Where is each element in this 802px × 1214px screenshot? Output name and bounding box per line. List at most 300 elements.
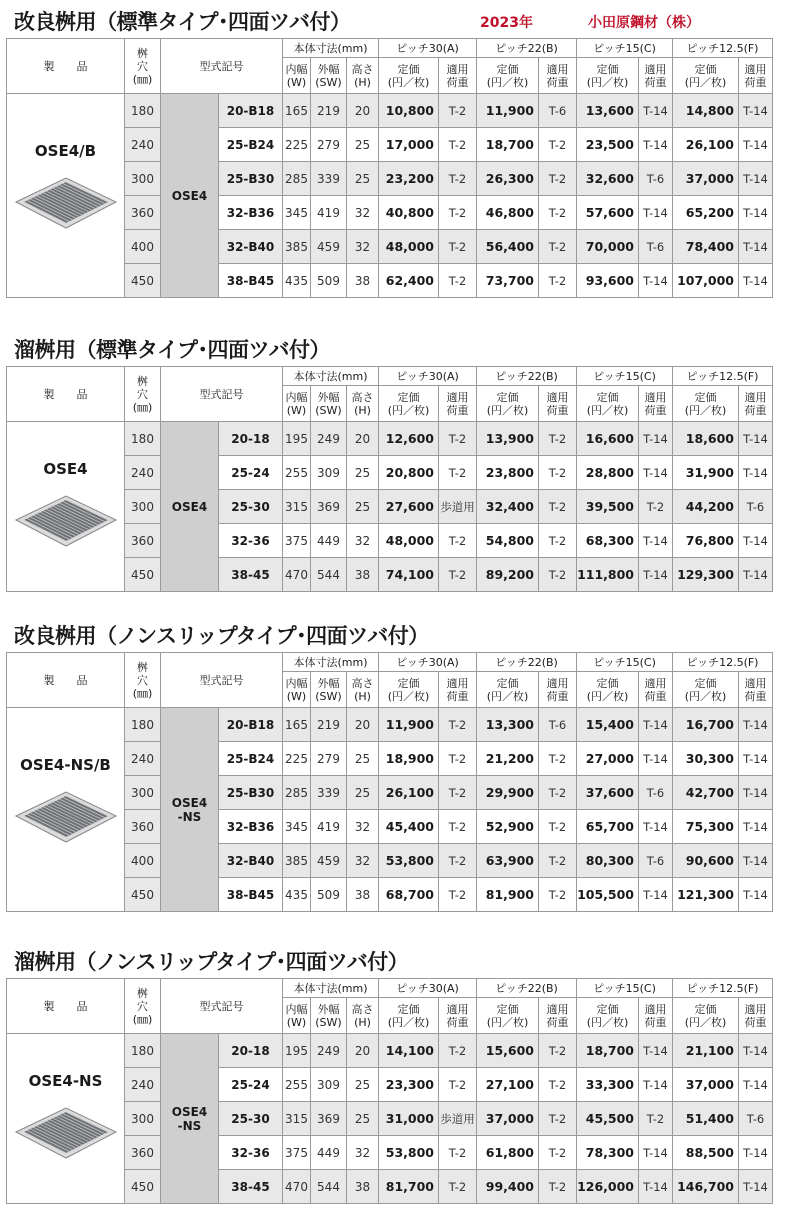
price-header: 定価 (円／枚) <box>477 998 539 1034</box>
price-b-cell: 63,900 <box>477 844 539 878</box>
product-name: OSE4/B <box>34 142 97 160</box>
price-f-cell: 37,000 <box>673 1068 739 1102</box>
outer-width-header: 外幅 (SW) <box>311 58 347 94</box>
model-code-cell: 20-18 <box>219 1034 283 1068</box>
pitch-f-header: ピッチ12.5(F) <box>673 39 773 58</box>
section-title: 改良桝用（標準タイプ･四面ツバ付） <box>14 10 351 34</box>
price-f-cell: 37,000 <box>673 162 739 196</box>
model-code-cell: 25-B24 <box>219 742 283 776</box>
price-a-cell: 48,000 <box>379 524 439 558</box>
price-table <box>6 366 773 592</box>
hole-size-cell: 360 <box>125 1136 161 1170</box>
height-header: 高さ (H) <box>347 386 379 422</box>
pitch-b-header: ピッチ22(B) <box>477 653 577 672</box>
price-f-cell: 18,600 <box>673 422 739 456</box>
hole-header: 桝 穴 (㎜) <box>125 39 161 94</box>
load-header: 適用 荷重 <box>439 58 477 94</box>
model-group-cell: OSE4 -NS <box>161 708 219 912</box>
section-title: 溜桝用（標準タイプ･四面ツバ付） <box>14 338 331 362</box>
outer-width-cell: 219 <box>311 94 347 128</box>
price-f-cell: 30,300 <box>673 742 739 776</box>
load-a-cell: T-2 <box>439 524 477 558</box>
price-a-cell: 27,600 <box>379 490 439 524</box>
load-header: 適用 荷重 <box>639 998 673 1034</box>
price-c-cell: 39,500 <box>577 490 639 524</box>
height-cell: 32 <box>347 230 379 264</box>
model-code-cell: 38-45 <box>219 1170 283 1204</box>
load-b-cell: T-2 <box>539 490 577 524</box>
load-c-cell: T-14 <box>639 742 673 776</box>
pitch-a-header: ピッチ30(A) <box>379 979 477 998</box>
load-c-cell: T-6 <box>639 230 673 264</box>
price-a-cell: 45,400 <box>379 810 439 844</box>
load-c-cell: T-14 <box>639 456 673 490</box>
price-header: 定価 (円／枚) <box>577 672 639 708</box>
load-header: 適用 荷重 <box>539 58 577 94</box>
height-cell: 25 <box>347 490 379 524</box>
product-header: 製 品 <box>7 979 125 1034</box>
load-f-cell: T-14 <box>739 742 773 776</box>
price-f-cell: 44,200 <box>673 490 739 524</box>
price-c-cell: 37,600 <box>577 776 639 810</box>
price-header: 定価 (円／枚) <box>477 58 539 94</box>
price-header: 定価 (円／枚) <box>477 386 539 422</box>
price-b-cell: 13,300 <box>477 708 539 742</box>
model-code-cell: 25-B30 <box>219 776 283 810</box>
model-code-cell: 38-B45 <box>219 878 283 912</box>
product-cell <box>7 1034 125 1204</box>
price-f-cell: 21,100 <box>673 1034 739 1068</box>
price-b-cell: 56,400 <box>477 230 539 264</box>
company-name: 小田原鋼材（株） <box>588 15 700 31</box>
dims-header: 本体寸法(mm) <box>283 979 379 998</box>
height-cell: 25 <box>347 742 379 776</box>
pitch-c-header: ピッチ15(C) <box>577 979 673 998</box>
price-f-cell: 76,800 <box>673 524 739 558</box>
price-f-cell: 121,300 <box>673 878 739 912</box>
model-header: 型式記号 <box>161 367 283 422</box>
price-f-cell: 107,000 <box>673 264 739 298</box>
product-cell <box>7 708 125 912</box>
outer-width-header: 外幅 (SW) <box>311 672 347 708</box>
load-c-cell: T-14 <box>639 1170 673 1204</box>
load-header: 適用 荷重 <box>539 998 577 1034</box>
model-code-cell: 25-B30 <box>219 162 283 196</box>
load-b-cell: T-2 <box>539 810 577 844</box>
inner-width-cell: 285 <box>283 776 311 810</box>
load-b-cell: T-2 <box>539 1136 577 1170</box>
height-header: 高さ (H) <box>347 672 379 708</box>
price-header: 定価 (円／枚) <box>577 58 639 94</box>
load-c-cell: T-14 <box>639 708 673 742</box>
load-a-cell: T-2 <box>439 708 477 742</box>
price-c-cell: 126,000 <box>577 1170 639 1204</box>
price-c-cell: 105,500 <box>577 878 639 912</box>
load-b-cell: T-2 <box>539 878 577 912</box>
inner-width-cell: 375 <box>283 524 311 558</box>
pitch-b-header: ピッチ22(B) <box>477 367 577 386</box>
model-header: 型式記号 <box>161 39 283 94</box>
load-f-cell: T-14 <box>739 128 773 162</box>
price-header: 定価 (円／枚) <box>379 672 439 708</box>
model-group-cell: OSE4 <box>161 94 219 298</box>
product-cell <box>7 422 125 592</box>
dims-header: 本体寸法(mm) <box>283 653 379 672</box>
load-c-cell: T-14 <box>639 558 673 592</box>
inner-width-cell: 255 <box>283 1068 311 1102</box>
model-code-cell: 32-B36 <box>219 810 283 844</box>
load-header: 適用 荷重 <box>739 386 773 422</box>
hole-size-cell: 180 <box>125 94 161 128</box>
product-header: 製 品 <box>7 367 125 422</box>
hole-size-cell: 300 <box>125 490 161 524</box>
inner-width-cell: 315 <box>283 1102 311 1136</box>
price-c-cell: 15,400 <box>577 708 639 742</box>
pitch-f-header: ピッチ12.5(F) <box>673 979 773 998</box>
product-name: OSE4-NS <box>28 1072 103 1090</box>
price-a-cell: 11,900 <box>379 708 439 742</box>
load-f-cell: T-14 <box>739 708 773 742</box>
height-cell: 32 <box>347 1136 379 1170</box>
load-c-cell: T-6 <box>639 776 673 810</box>
model-code-cell: 25-24 <box>219 456 283 490</box>
load-header: 適用 荷重 <box>439 672 477 708</box>
price-f-cell: 75,300 <box>673 810 739 844</box>
price-c-cell: 23,500 <box>577 128 639 162</box>
price-a-cell: 23,200 <box>379 162 439 196</box>
load-f-cell: T-14 <box>739 1136 773 1170</box>
pitch-a-header: ピッチ30(A) <box>379 39 477 58</box>
price-c-cell: 70,000 <box>577 230 639 264</box>
load-b-cell: T-2 <box>539 196 577 230</box>
inner-width-header: 内幅 (W) <box>283 386 311 422</box>
inner-width-header: 内幅 (W) <box>283 998 311 1034</box>
load-c-cell: T-14 <box>639 878 673 912</box>
hole-size-cell: 300 <box>125 162 161 196</box>
hole-size-cell: 240 <box>125 128 161 162</box>
outer-width-cell: 369 <box>311 1102 347 1136</box>
load-c-cell: T-14 <box>639 196 673 230</box>
outer-width-cell: 419 <box>311 810 347 844</box>
model-code-cell: 32-36 <box>219 1136 283 1170</box>
outer-width-cell: 419 <box>311 196 347 230</box>
model-code-cell: 20-B18 <box>219 708 283 742</box>
height-cell: 20 <box>347 708 379 742</box>
model-code-cell: 25-30 <box>219 490 283 524</box>
price-c-cell: 13,600 <box>577 94 639 128</box>
load-f-cell: T-14 <box>739 558 773 592</box>
load-a-cell: T-2 <box>439 94 477 128</box>
load-f-cell: T-14 <box>739 524 773 558</box>
load-f-cell: T-6 <box>739 490 773 524</box>
load-c-cell: T-14 <box>639 524 673 558</box>
price-a-cell: 12,600 <box>379 422 439 456</box>
load-header: 適用 荷重 <box>439 998 477 1034</box>
price-b-cell: 13,900 <box>477 422 539 456</box>
year-label: 2023年 <box>480 15 533 31</box>
load-header: 適用 荷重 <box>739 58 773 94</box>
hole-size-cell: 180 <box>125 422 161 456</box>
price-b-cell: 46,800 <box>477 196 539 230</box>
outer-width-cell: 459 <box>311 230 347 264</box>
inner-width-cell: 315 <box>283 490 311 524</box>
load-f-cell: T-14 <box>739 1034 773 1068</box>
product-cell <box>7 94 125 298</box>
load-b-cell: T-2 <box>539 1102 577 1136</box>
outer-width-cell: 509 <box>311 878 347 912</box>
outer-width-cell: 369 <box>311 490 347 524</box>
hole-header: 桝 穴 (㎜) <box>125 367 161 422</box>
height-cell: 25 <box>347 1102 379 1136</box>
load-f-cell: T-14 <box>739 456 773 490</box>
model-code-cell: 25-24 <box>219 1068 283 1102</box>
inner-width-cell: 165 <box>283 94 311 128</box>
load-a-cell: T-2 <box>439 1034 477 1068</box>
model-group-cell: OSE4 -NS <box>161 1034 219 1204</box>
load-f-cell: T-14 <box>739 422 773 456</box>
table-row <box>7 1034 773 1068</box>
load-b-cell: T-2 <box>539 1034 577 1068</box>
load-header: 適用 荷重 <box>439 386 477 422</box>
price-f-cell: 78,400 <box>673 230 739 264</box>
height-cell: 20 <box>347 94 379 128</box>
load-f-cell: T-6 <box>739 1102 773 1136</box>
price-f-cell: 42,700 <box>673 776 739 810</box>
grating-image <box>10 1102 122 1164</box>
price-c-cell: 57,600 <box>577 196 639 230</box>
load-b-cell: T-2 <box>539 264 577 298</box>
price-header: 定価 (円／枚) <box>673 998 739 1034</box>
load-b-cell: T-2 <box>539 1068 577 1102</box>
load-f-cell: T-14 <box>739 264 773 298</box>
load-a-cell: T-2 <box>439 844 477 878</box>
load-b-cell: T-2 <box>539 1170 577 1204</box>
price-b-cell: 11,900 <box>477 94 539 128</box>
pitch-c-header: ピッチ15(C) <box>577 367 673 386</box>
inner-width-cell: 470 <box>283 558 311 592</box>
load-header: 適用 荷重 <box>639 672 673 708</box>
price-a-cell: 20,800 <box>379 456 439 490</box>
inner-width-header: 内幅 (W) <box>283 58 311 94</box>
section-title: 改良桝用（ノンスリップタイプ･四面ツバ付） <box>14 624 429 648</box>
inner-width-cell: 375 <box>283 1136 311 1170</box>
price-header: 定価 (円／枚) <box>379 998 439 1034</box>
load-a-cell: T-2 <box>439 162 477 196</box>
load-f-cell: T-14 <box>739 878 773 912</box>
height-cell: 38 <box>347 558 379 592</box>
load-b-cell: T-2 <box>539 456 577 490</box>
price-f-cell: 51,400 <box>673 1102 739 1136</box>
load-c-cell: T-14 <box>639 1034 673 1068</box>
price-a-cell: 48,000 <box>379 230 439 264</box>
load-header: 適用 荷重 <box>739 998 773 1034</box>
price-f-cell: 14,800 <box>673 94 739 128</box>
height-cell: 20 <box>347 422 379 456</box>
price-b-cell: 61,800 <box>477 1136 539 1170</box>
height-cell: 32 <box>347 524 379 558</box>
inner-width-cell: 285 <box>283 162 311 196</box>
model-code-cell: 25-B24 <box>219 128 283 162</box>
load-b-cell: T-2 <box>539 776 577 810</box>
height-cell: 25 <box>347 1068 379 1102</box>
price-a-cell: 14,100 <box>379 1034 439 1068</box>
inner-width-cell: 225 <box>283 128 311 162</box>
price-header: 定価 (円／枚) <box>379 386 439 422</box>
grating-image <box>10 490 122 552</box>
outer-width-cell: 339 <box>311 162 347 196</box>
price-c-cell: 33,300 <box>577 1068 639 1102</box>
model-header: 型式記号 <box>161 653 283 708</box>
price-table <box>6 652 773 912</box>
price-b-cell: 99,400 <box>477 1170 539 1204</box>
outer-width-header: 外幅 (SW) <box>311 998 347 1034</box>
price-f-cell: 16,700 <box>673 708 739 742</box>
height-cell: 25 <box>347 776 379 810</box>
model-code-cell: 32-B36 <box>219 196 283 230</box>
model-code-cell: 38-B45 <box>219 264 283 298</box>
price-a-cell: 17,000 <box>379 128 439 162</box>
hole-header: 桝 穴 (㎜) <box>125 979 161 1034</box>
hole-size-cell: 180 <box>125 708 161 742</box>
hole-size-cell: 360 <box>125 196 161 230</box>
load-f-cell: T-14 <box>739 776 773 810</box>
hole-size-cell: 300 <box>125 1102 161 1136</box>
price-b-cell: 81,900 <box>477 878 539 912</box>
price-f-cell: 90,600 <box>673 844 739 878</box>
load-a-cell: T-2 <box>439 1170 477 1204</box>
model-code-cell: 32-B40 <box>219 230 283 264</box>
grating-image <box>10 786 122 848</box>
load-c-cell: T-2 <box>639 490 673 524</box>
load-a-cell: T-2 <box>439 456 477 490</box>
hole-size-cell: 180 <box>125 1034 161 1068</box>
price-header: 定価 (円／枚) <box>673 58 739 94</box>
load-a-cell: 歩道用 <box>439 1102 477 1136</box>
price-b-cell: 89,200 <box>477 558 539 592</box>
price-header: 定価 (円／枚) <box>379 58 439 94</box>
price-header: 定価 (円／枚) <box>577 998 639 1034</box>
price-a-cell: 68,700 <box>379 878 439 912</box>
model-code-cell: 20-B18 <box>219 94 283 128</box>
price-c-cell: 68,300 <box>577 524 639 558</box>
load-a-cell: T-2 <box>439 264 477 298</box>
price-f-cell: 26,100 <box>673 128 739 162</box>
price-c-cell: 16,600 <box>577 422 639 456</box>
pitch-a-header: ピッチ30(A) <box>379 653 477 672</box>
price-c-cell: 45,500 <box>577 1102 639 1136</box>
dims-header: 本体寸法(mm) <box>283 367 379 386</box>
hole-size-cell: 450 <box>125 878 161 912</box>
outer-width-cell: 449 <box>311 1136 347 1170</box>
price-a-cell: 53,800 <box>379 1136 439 1170</box>
outer-width-cell: 459 <box>311 844 347 878</box>
load-header: 適用 荷重 <box>539 386 577 422</box>
product-header: 製 品 <box>7 39 125 94</box>
model-header: 型式記号 <box>161 979 283 1034</box>
price-a-cell: 53,800 <box>379 844 439 878</box>
pitch-c-header: ピッチ15(C) <box>577 653 673 672</box>
inner-width-cell: 385 <box>283 230 311 264</box>
load-c-cell: T-14 <box>639 1136 673 1170</box>
height-cell: 32 <box>347 844 379 878</box>
section-title: 溜桝用（ノンスリップタイプ･四面ツバ付） <box>14 950 409 974</box>
price-c-cell: 93,600 <box>577 264 639 298</box>
outer-width-cell: 309 <box>311 1068 347 1102</box>
price-table <box>6 38 773 298</box>
price-a-cell: 74,100 <box>379 558 439 592</box>
load-a-cell: T-2 <box>439 1068 477 1102</box>
price-f-cell: 88,500 <box>673 1136 739 1170</box>
hole-size-cell: 240 <box>125 742 161 776</box>
price-a-cell: 81,700 <box>379 1170 439 1204</box>
price-a-cell: 10,800 <box>379 94 439 128</box>
height-cell: 32 <box>347 196 379 230</box>
hole-size-cell: 450 <box>125 264 161 298</box>
outer-width-cell: 279 <box>311 128 347 162</box>
inner-width-cell: 255 <box>283 456 311 490</box>
load-f-cell: T-14 <box>739 162 773 196</box>
inner-width-cell: 435 <box>283 878 311 912</box>
load-a-cell: T-2 <box>439 128 477 162</box>
outer-width-cell: 249 <box>311 1034 347 1068</box>
height-cell: 25 <box>347 128 379 162</box>
load-c-cell: T-14 <box>639 128 673 162</box>
load-a-cell: T-2 <box>439 230 477 264</box>
load-a-cell: T-2 <box>439 810 477 844</box>
load-c-cell: T-14 <box>639 94 673 128</box>
price-b-cell: 37,000 <box>477 1102 539 1136</box>
table-row <box>7 422 773 456</box>
model-code-cell: 20-18 <box>219 422 283 456</box>
load-c-cell: T-14 <box>639 810 673 844</box>
price-header: 定価 (円／枚) <box>577 386 639 422</box>
price-header: 定価 (円／枚) <box>477 672 539 708</box>
inner-width-cell: 385 <box>283 844 311 878</box>
price-header: 定価 (円／枚) <box>673 672 739 708</box>
height-cell: 32 <box>347 810 379 844</box>
model-code-cell: 38-45 <box>219 558 283 592</box>
height-cell: 25 <box>347 162 379 196</box>
load-c-cell: T-6 <box>639 844 673 878</box>
outer-width-cell: 249 <box>311 422 347 456</box>
load-b-cell: T-2 <box>539 844 577 878</box>
dims-header: 本体寸法(mm) <box>283 39 379 58</box>
price-f-cell: 129,300 <box>673 558 739 592</box>
hole-size-cell: 240 <box>125 1068 161 1102</box>
model-code-cell: 32-B40 <box>219 844 283 878</box>
price-table <box>6 978 773 1204</box>
inner-width-cell: 195 <box>283 1034 311 1068</box>
hole-size-cell: 450 <box>125 558 161 592</box>
outer-width-header: 外幅 (SW) <box>311 386 347 422</box>
pitch-c-header: ピッチ15(C) <box>577 39 673 58</box>
height-cell: 38 <box>347 878 379 912</box>
price-a-cell: 40,800 <box>379 196 439 230</box>
price-c-cell: 27,000 <box>577 742 639 776</box>
pitch-f-header: ピッチ12.5(F) <box>673 367 773 386</box>
model-code-cell: 25-30 <box>219 1102 283 1136</box>
price-b-cell: 18,700 <box>477 128 539 162</box>
price-c-cell: 18,700 <box>577 1034 639 1068</box>
price-b-cell: 27,100 <box>477 1068 539 1102</box>
load-a-cell: T-2 <box>439 558 477 592</box>
hole-header: 桝 穴 (㎜) <box>125 653 161 708</box>
outer-width-cell: 544 <box>311 1170 347 1204</box>
price-a-cell: 62,400 <box>379 264 439 298</box>
load-header: 適用 荷重 <box>739 672 773 708</box>
inner-width-cell: 165 <box>283 708 311 742</box>
load-a-cell: T-2 <box>439 776 477 810</box>
